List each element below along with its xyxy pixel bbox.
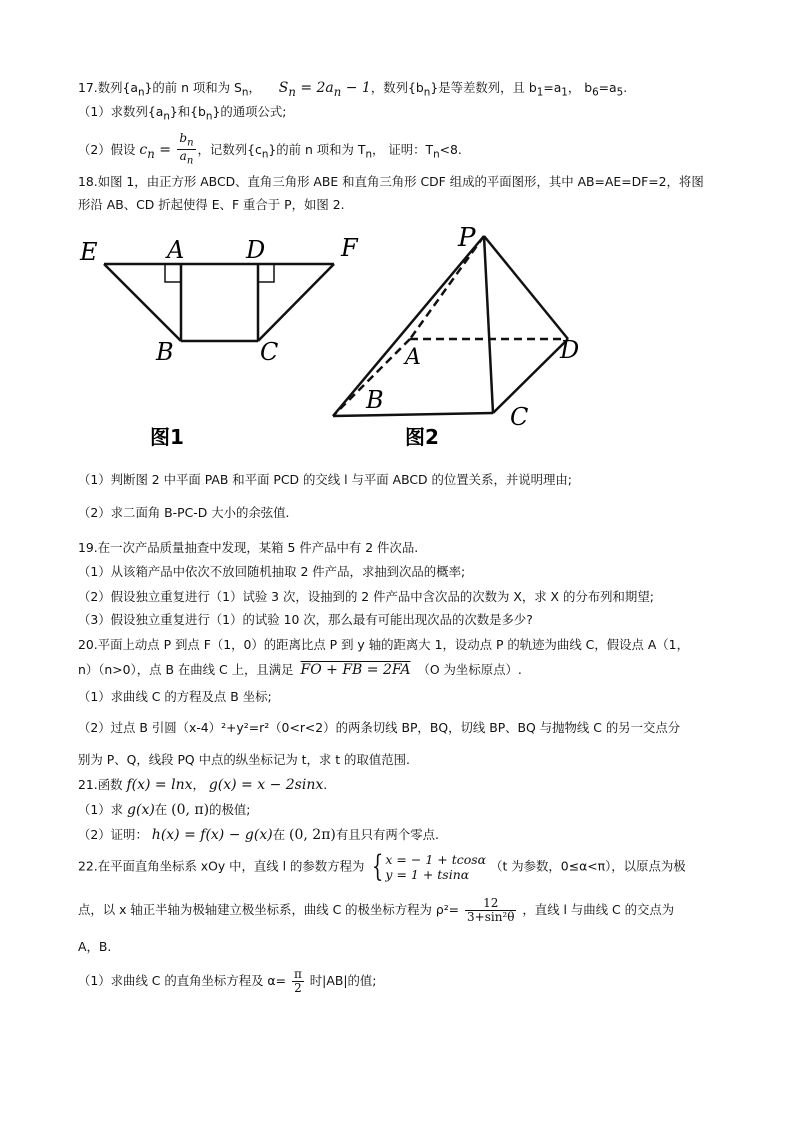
fig1-edge-fc (258, 264, 334, 341)
fig2-edge-pd (484, 236, 568, 339)
text: }的前 n 项和为 T (268, 141, 366, 157)
formula-h: h(x) = f(x) − g(x) (151, 827, 273, 843)
text: }和{b (169, 104, 206, 119)
text: （2）假设 (78, 141, 136, 157)
q18-line-1: 18.如图 1，由正方形 ABCD、直角三角形 ABE 和直角三角形 CDF 组成的平面图形，其中 AB=AE=DF=2，将图 (78, 174, 704, 189)
figure-1 (79, 234, 359, 449)
text: <8. (439, 141, 462, 157)
q22-line-1 (78, 849, 686, 884)
subscript: 5 (616, 86, 624, 99)
text: （O 为坐标原点）. (417, 662, 522, 677)
text: 在 (154, 802, 168, 817)
text: （1）求曲线 C 的直角坐标方程及 α= (78, 973, 286, 988)
text: 的极值; (209, 802, 251, 817)
fig2-edge-bc (333, 413, 493, 416)
q21-line-2 (78, 802, 250, 818)
formula-sn: $S_n = 2a_n - 1$ (278, 80, 371, 99)
subscript: 1 (536, 86, 544, 99)
param-row-2: y = 1 + tsinα (385, 867, 470, 882)
q22-line-2 (78, 897, 674, 924)
text: ， (192, 777, 205, 792)
fig2-label-c: C (510, 403, 529, 431)
fig2-edge-cd (493, 339, 568, 413)
parametric-system: { x = − 1 + tcosα y = 1 + tsinα (372, 849, 487, 884)
q20-line-3: （1）求曲线 C 的方程及点 B 坐标; (78, 689, 272, 704)
q22-line-4 (78, 968, 376, 995)
fig1-label-c: C (260, 338, 279, 366)
text: . (623, 80, 628, 95)
text: （1）求 (78, 802, 124, 817)
fig2-label-b: B (366, 386, 384, 414)
text: （1）求数列{a (78, 104, 164, 119)
text: 有且只有两个零点. (335, 827, 439, 842)
q19-line-2: （1）从该箱产品中依次不放回随机抽取 2 件产品，求抽到次品的概率; (78, 564, 466, 579)
q19-line-4: （3）假设独立重复进行（1）的试验 10 次，那么最有可能出现次品的次数是多少? (78, 612, 533, 627)
text: （t 为参数，0≤α<π），以原点为极 (490, 858, 686, 874)
q18-line-2: 形沿 AB、CD 折起使得 E、F 重合于 P，如图 2. (78, 197, 345, 212)
text: }是等差数列，且 b (430, 80, 537, 95)
subscript: n (163, 110, 170, 123)
formula-vector: FO + FB = 2FA (300, 662, 411, 678)
fig2-label-p: P (458, 223, 476, 253)
fig1-edge-eb (104, 264, 181, 341)
formula-interval: (0, π) (171, 802, 210, 818)
subscript: 1 (561, 86, 568, 99)
formula-g: g(x) = x − 2sinx (208, 777, 324, 793)
figure-2 (333, 223, 579, 449)
alpha-fraction: $\frac{\pi}{2}$ (293, 967, 302, 995)
q18-part-1: （1）判断图 2 中平面 PAB 和平面 PCD 的交线 l 与平面 ABCD 的位置关系，并说明理由; (78, 472, 572, 487)
text: 点，以 x 轴正半轴为极轴建立极坐标系，曲线 C 的极坐标方程为 ρ²= (78, 902, 460, 917)
q17-line-1 (78, 80, 627, 100)
text: （2）证明： (78, 827, 148, 842)
fig1-label-e: E (80, 238, 98, 266)
text: . (323, 777, 328, 792)
text: n）（n>0），点 B 在曲线 C 上，且满足 (78, 662, 294, 677)
q21-line-3 (78, 827, 439, 843)
q17-line-3 (78, 132, 462, 168)
q21-line-1 (78, 777, 327, 793)
fig2-label-a: A (405, 345, 421, 370)
polar-fraction: $\frac{12}{\text{3+sin²θ}}$ (467, 896, 515, 924)
q22-line-3: A，B. (78, 939, 112, 954)
fig1-caption: 图1 (150, 425, 184, 449)
text: ， 证明：T (371, 141, 434, 157)
text: 22.在平面直角坐标系 xOy 中，直线 l 的参数方程为 (78, 858, 365, 874)
text: ，记数列{c (197, 141, 262, 157)
fig2-caption: 图2 (405, 425, 439, 449)
fig1-label-d: D (246, 236, 266, 264)
subscript: n (423, 86, 431, 99)
formula-interval-2: (0, 2π) (289, 827, 336, 843)
text: ，直线 l 与曲线 C 的交点为 (522, 902, 675, 917)
q18-part-2: （2）求二面角 B-PC-D 大小的余弦值. (78, 505, 290, 520)
fig1-right-angle-a (165, 264, 181, 282)
text: 17.数列{a (78, 80, 138, 95)
fig1-label-a: A (167, 236, 185, 264)
q18-figures (0, 220, 794, 460)
text: 在 (272, 827, 286, 842)
fig1-label-b: B (156, 338, 174, 366)
subscript: n (433, 148, 440, 161)
subscript: n (261, 148, 269, 161)
text: 21.函数 (78, 777, 123, 792)
text: 时|AB|的值; (309, 973, 377, 988)
subscript: n (205, 110, 213, 123)
fig2-edge-pc (484, 236, 493, 413)
formula-gx: g(x) (127, 802, 155, 818)
fig1-label-f: F (341, 234, 358, 262)
text: ，数列{b (370, 80, 424, 95)
q20-line-1: 20.平面上动点 P 到点 F（1，0）的距离比点 P 到 y 轴的距离大 1，设动点 P 的轨迹为曲线 C，假设点 A（1， (78, 637, 689, 652)
text: =a (598, 80, 617, 95)
q19-line-1: 19.在一次产品质量抽查中发现，某箱 5 件产品中有 2 件次品. (78, 540, 419, 555)
text: ， b (567, 80, 593, 95)
subscript: n (137, 86, 145, 99)
subscript: 6 (592, 86, 599, 99)
formula-f: f(x) = lnx (126, 777, 193, 793)
text: ， (248, 80, 261, 95)
fig2-edge-pb (333, 236, 484, 416)
subscript: n (365, 148, 372, 161)
text: =a (543, 80, 562, 95)
fig1-right-angle-d (258, 264, 274, 282)
q17-line-2 (78, 104, 286, 124)
q19-line-3: （2）假设独立重复进行（1）试验 3 次，设抽到的 2 件产品中含次品的次数为 X，求 X 的分布列和期望; (78, 589, 654, 604)
formula-cn: $c_n$ = $\frac{b_n}{a_n}$ (139, 131, 194, 167)
q20-line-2 (78, 662, 522, 678)
q20-line-5: 别为 P、Q，线段 PQ 中点的纵坐标记为 t，求 t 的取值范围. (78, 752, 410, 767)
text: }的前 n 项和为 S (144, 80, 242, 95)
subscript: n (241, 86, 249, 99)
q20-line-4: （2）过点 B 引圆（x-4）²+y²=r²（0<r<2）的两条切线 BP，BQ，切线 BP、BQ 与抛物线 C 的另一交点分 (78, 720, 681, 735)
fig2-label-d: D (560, 336, 580, 364)
text: }的通项公式; (212, 104, 287, 119)
param-row-1: x = − 1 + tcosα (385, 852, 487, 867)
